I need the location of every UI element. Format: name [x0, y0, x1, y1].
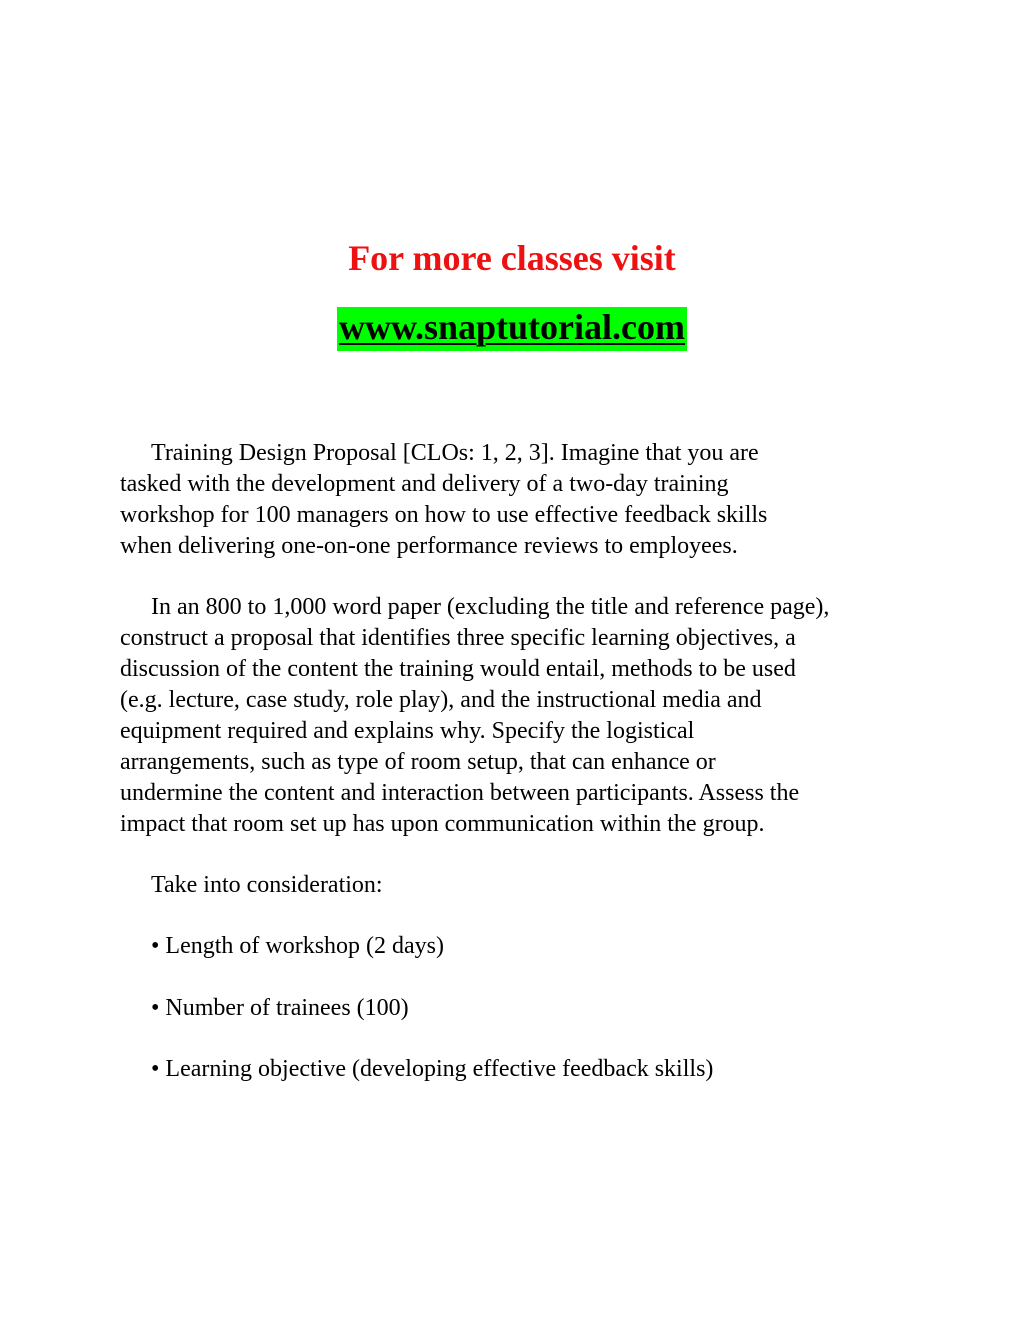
- bullet-item: [120, 931, 920, 962]
- paragraph-instructions: [120, 592, 920, 840]
- bullet-text: • Length of workshop (2 days): [151, 933, 445, 959]
- promo-link-wrapper: [0, 305, 1024, 351]
- promo-title: For more classes visit: [348, 238, 676, 278]
- paragraph-intro: [120, 438, 920, 562]
- text-line: Take into consideration:: [151, 872, 383, 898]
- text-line: tasked with the development and delivery of a two-day training: [120, 471, 729, 497]
- bullet-item: [120, 993, 920, 1024]
- text-line: Training Design Proposal [CLOs: 1, 2, 3]. Imagine that you are: [151, 440, 759, 466]
- text-line: construct a proposal that identifies three specific learning objectives, a: [120, 625, 796, 651]
- paragraph-consideration: [120, 870, 920, 901]
- text-line: equipment required and explains why. Specify the logistical: [120, 718, 695, 744]
- text-line: In an 800 to 1,000 word paper (excluding the title and reference page),: [151, 594, 830, 620]
- text-line: workshop for 100 managers on how to use effective feedback skills: [120, 502, 768, 528]
- bullet-text: • Number of trainees (100): [151, 995, 409, 1021]
- text-line: when delivering one-on-one performance reviews to employees.: [120, 533, 738, 559]
- bullet-text: • Learning objective (developing effective feedback skills): [151, 1056, 714, 1082]
- text-line: undermine the content and interaction between participants. Assess the: [120, 780, 800, 806]
- bullet-item: [120, 1054, 920, 1085]
- text-line: arrangements, such as type of room setup, that can enhance or: [120, 749, 716, 775]
- text-line: impact that room set up has upon communication within the group.: [120, 811, 765, 837]
- text-line: (e.g. lecture, case study, role play), and the instructional media and: [120, 687, 762, 713]
- text-line: discussion of the content the training would entail, methods to be used: [120, 656, 796, 682]
- promo-link[interactable]: www.snaptutorial.com: [337, 307, 687, 351]
